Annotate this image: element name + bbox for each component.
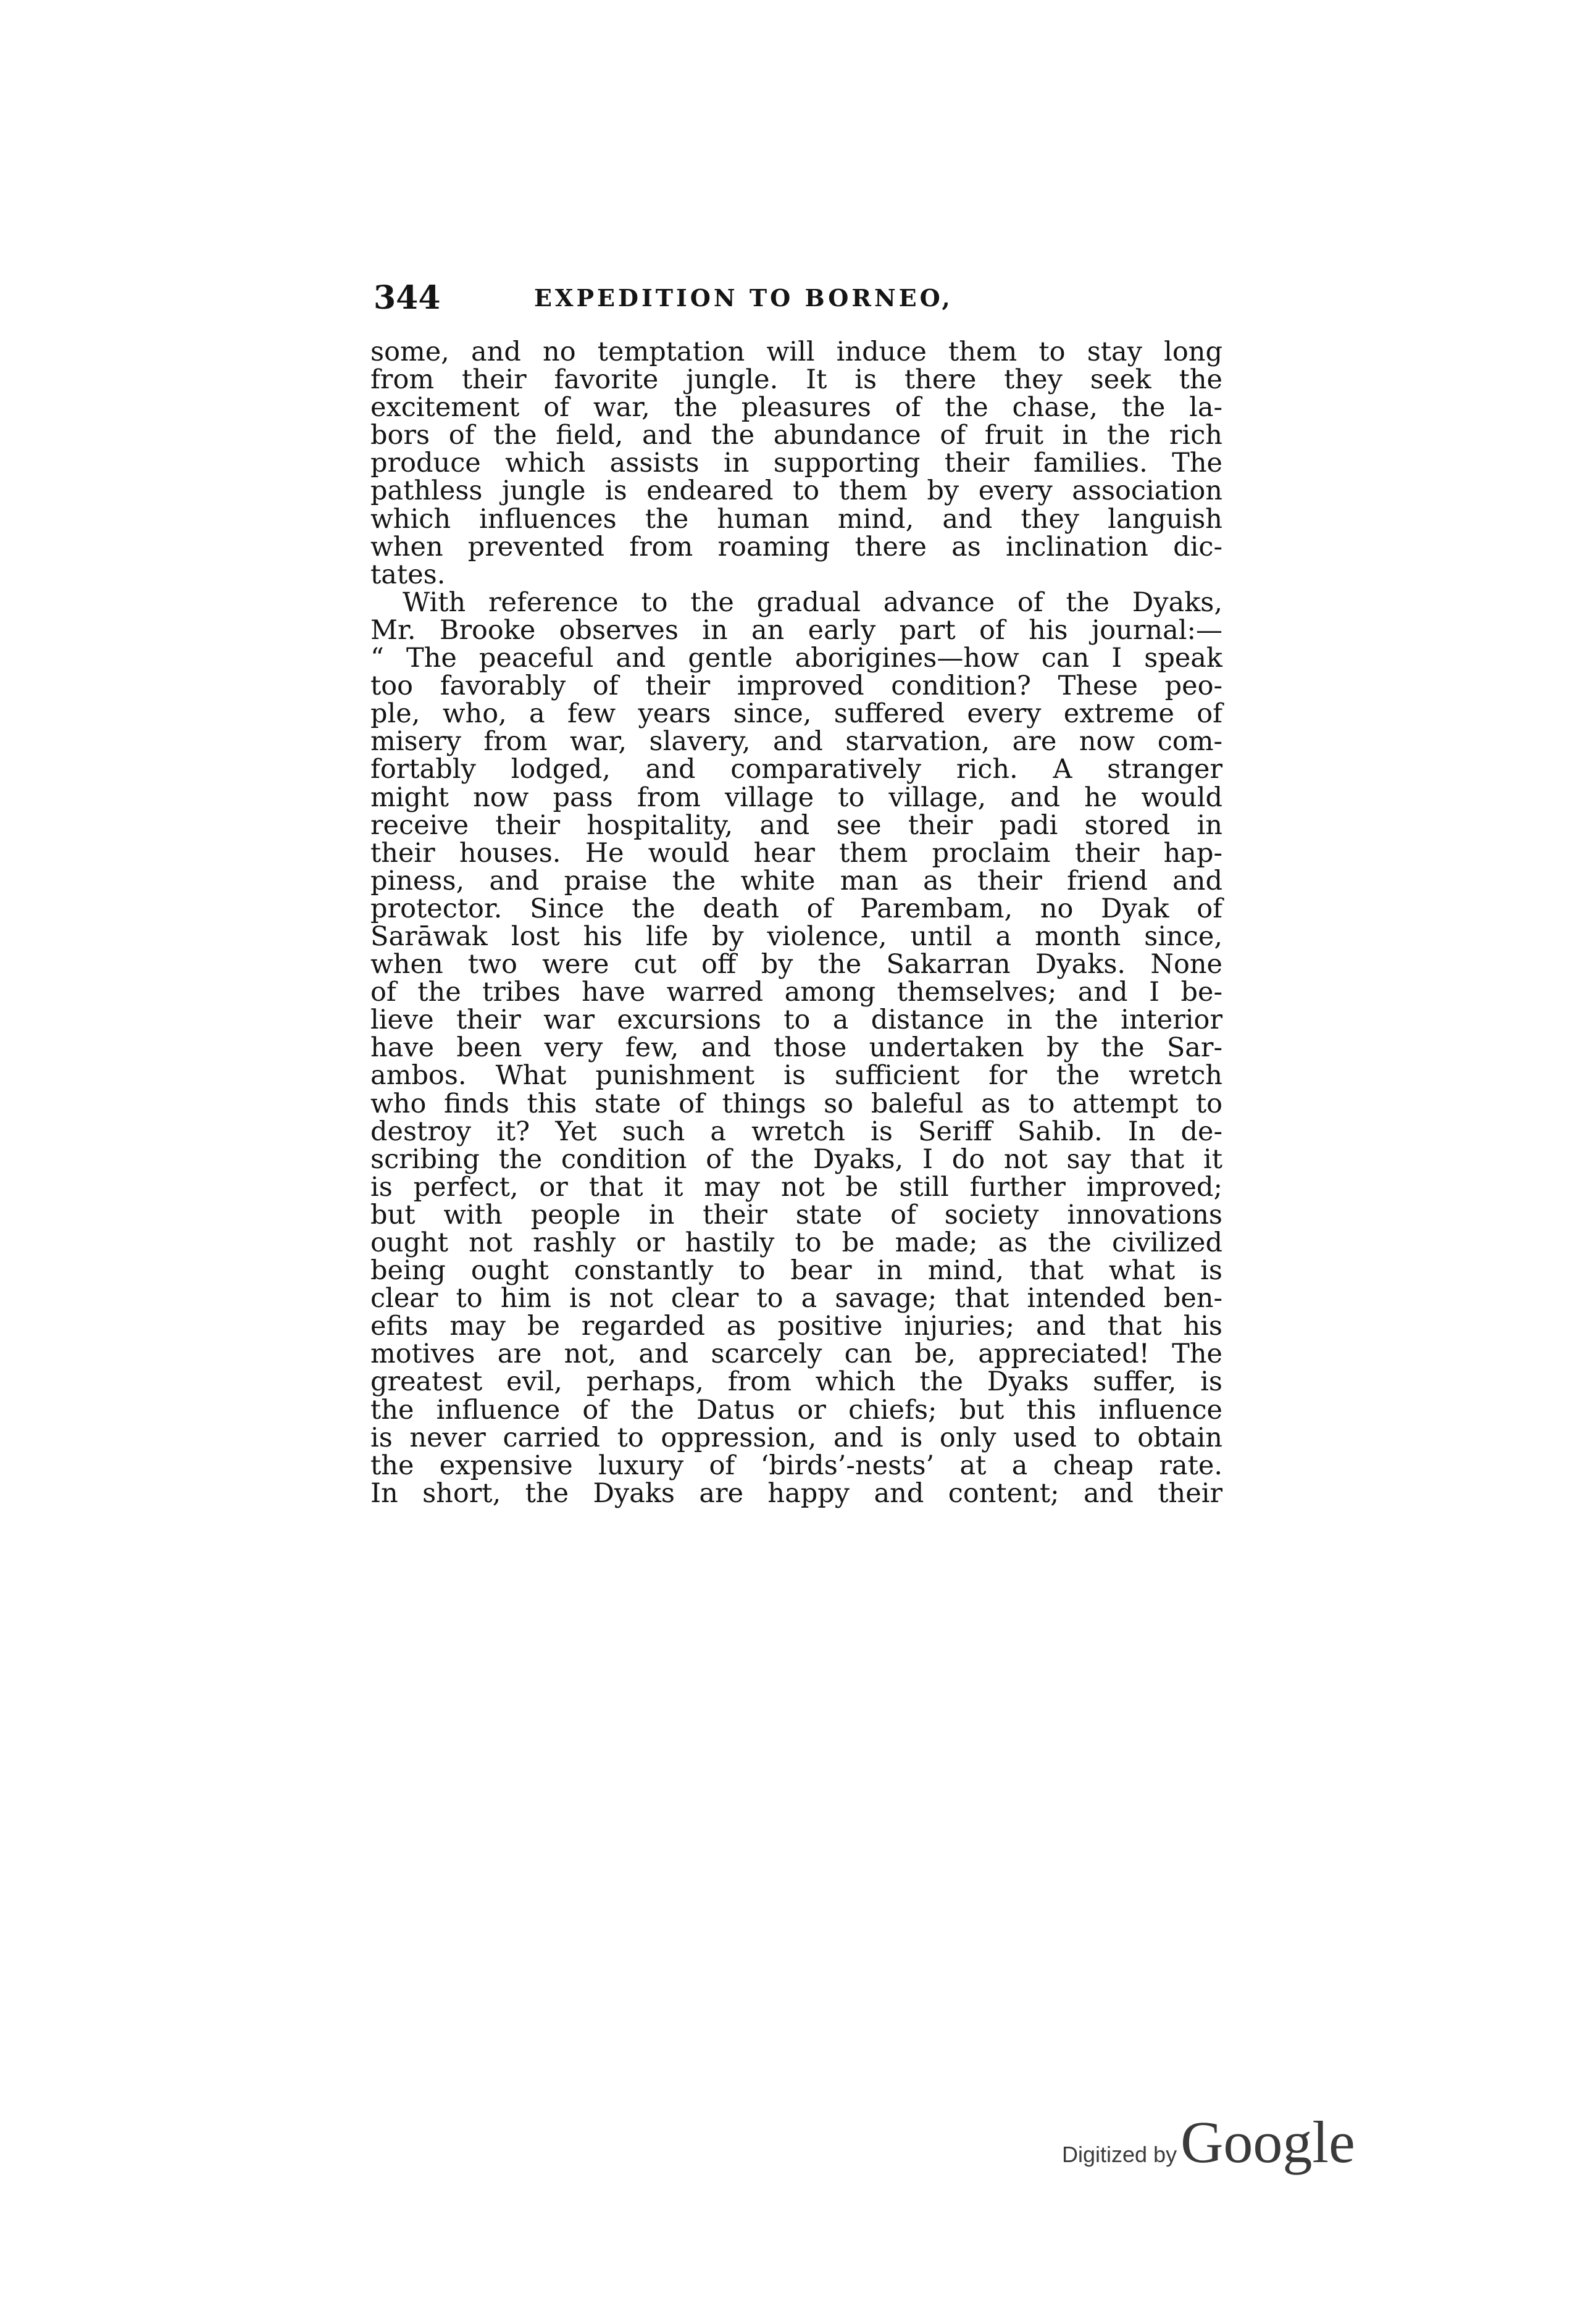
text-line: fortably lodged, and comparatively rich. A stranger	[370, 754, 1222, 785]
text-line: being ought constantly to bear in mind, that what is	[370, 1255, 1222, 1287]
text-line: lieve their war excursions to a distance in the interior	[370, 1004, 1222, 1036]
text-line: from their favorite jungle. It is there they seek the	[370, 364, 1222, 396]
text-line: some, and no temptation will induce them to stay long	[370, 336, 1222, 367]
text-line: when prevented from roaming there as inclination dic-	[370, 531, 1222, 562]
text-line: have been very few, and those undertaken by the Sar-	[370, 1032, 1222, 1064]
text-line: is never carried to oppression, and is only used to obtain	[370, 1422, 1222, 1453]
text-line: motives are not, and scarcely can be, appreciated! The	[370, 1338, 1222, 1370]
text-line: produce which assists in supporting their families. The	[370, 448, 1222, 479]
text-line: who finds this state of things so baleful as to attempt to	[370, 1088, 1222, 1119]
text-line: too favorably of their improved condition? These peo-	[370, 670, 1222, 702]
text-line: excitement of war, the pleasures of the chase, the la-	[370, 392, 1222, 424]
text-line: clear to him is not clear to a savage; that intended ben-	[370, 1283, 1222, 1314]
text-line: greatest evil, perhaps, from which the Dyaks suffer, is	[370, 1366, 1222, 1398]
text-line: ambos. What punishment is sufficient for the wretch	[370, 1060, 1222, 1092]
text-line: tates.	[370, 559, 446, 590]
text-line: when two were cut off by the Sakarran Dyaks. None	[370, 949, 1222, 980]
text-line: but with people in their state of society innovations	[370, 1199, 1222, 1230]
page-number: 344	[374, 279, 441, 317]
text-line: Mr. Brooke observes in an early part of his journal:—	[370, 614, 1222, 646]
running-head: EXPEDITION TO BORNEO,	[534, 284, 953, 312]
text-line: pathless jungle is endeared to them by every association	[370, 475, 1222, 507]
digitization-watermark	[1062, 2109, 1395, 2175]
google-wordmark: Google	[1180, 2109, 1355, 2175]
text-line: receive their hospitality, and see their padi stored in	[370, 809, 1222, 841]
text-line: bors of the field, and the abundance of fruit in the rich	[370, 420, 1222, 451]
text-line: piness, and praise the white man as their friend and	[370, 865, 1222, 896]
text-line: misery from war, slavery, and starvation, are now com-	[370, 726, 1222, 758]
text-line: their houses. He would hear them proclaim their hap-	[370, 837, 1222, 869]
text-line: “ The peaceful and gentle aborigines—how can I speak	[370, 643, 1222, 674]
text-line: the expensive luxury of ‘birds’-nests’ at a cheap rate.	[370, 1450, 1222, 1481]
text-line: of the tribes have warred among themselves; and I be-	[370, 977, 1222, 1008]
text-line: might now pass from village to village, and he would	[370, 782, 1222, 813]
text-line: ple, who, a few years since, suffered every extreme of	[370, 698, 1222, 730]
text-line: Sarāwak lost his life by violence, until a month since,	[370, 921, 1222, 952]
text-line: protector. Since the death of Parembam, no Dyak of	[370, 893, 1222, 924]
page-header	[374, 274, 1281, 323]
body-text	[370, 338, 1222, 1508]
text-line: is perfect, or that it may not be still further improved;	[370, 1171, 1222, 1203]
text-line: which influences the human mind, and they languish	[370, 503, 1222, 535]
text-line: destroy it? Yet such a wretch is Seriff Sahib. In de-	[370, 1116, 1222, 1147]
text-line: scribing the condition of the Dyaks, I do not say that it	[370, 1143, 1222, 1175]
paragraph-start-line: With reference to the gradual advance of the Dyaks,	[403, 587, 1222, 618]
text-line: efits may be regarded as positive injuries; and that his	[370, 1311, 1222, 1342]
text-line: ought not rashly or hastily to be made; as the civilized	[370, 1227, 1222, 1258]
text-line: the influence of the Datus or chiefs; but this influence	[370, 1394, 1222, 1426]
text-line: In short, the Dyaks are happy and content; and their	[370, 1477, 1222, 1509]
digitized-by-label: Digitized by	[1062, 2142, 1177, 2167]
